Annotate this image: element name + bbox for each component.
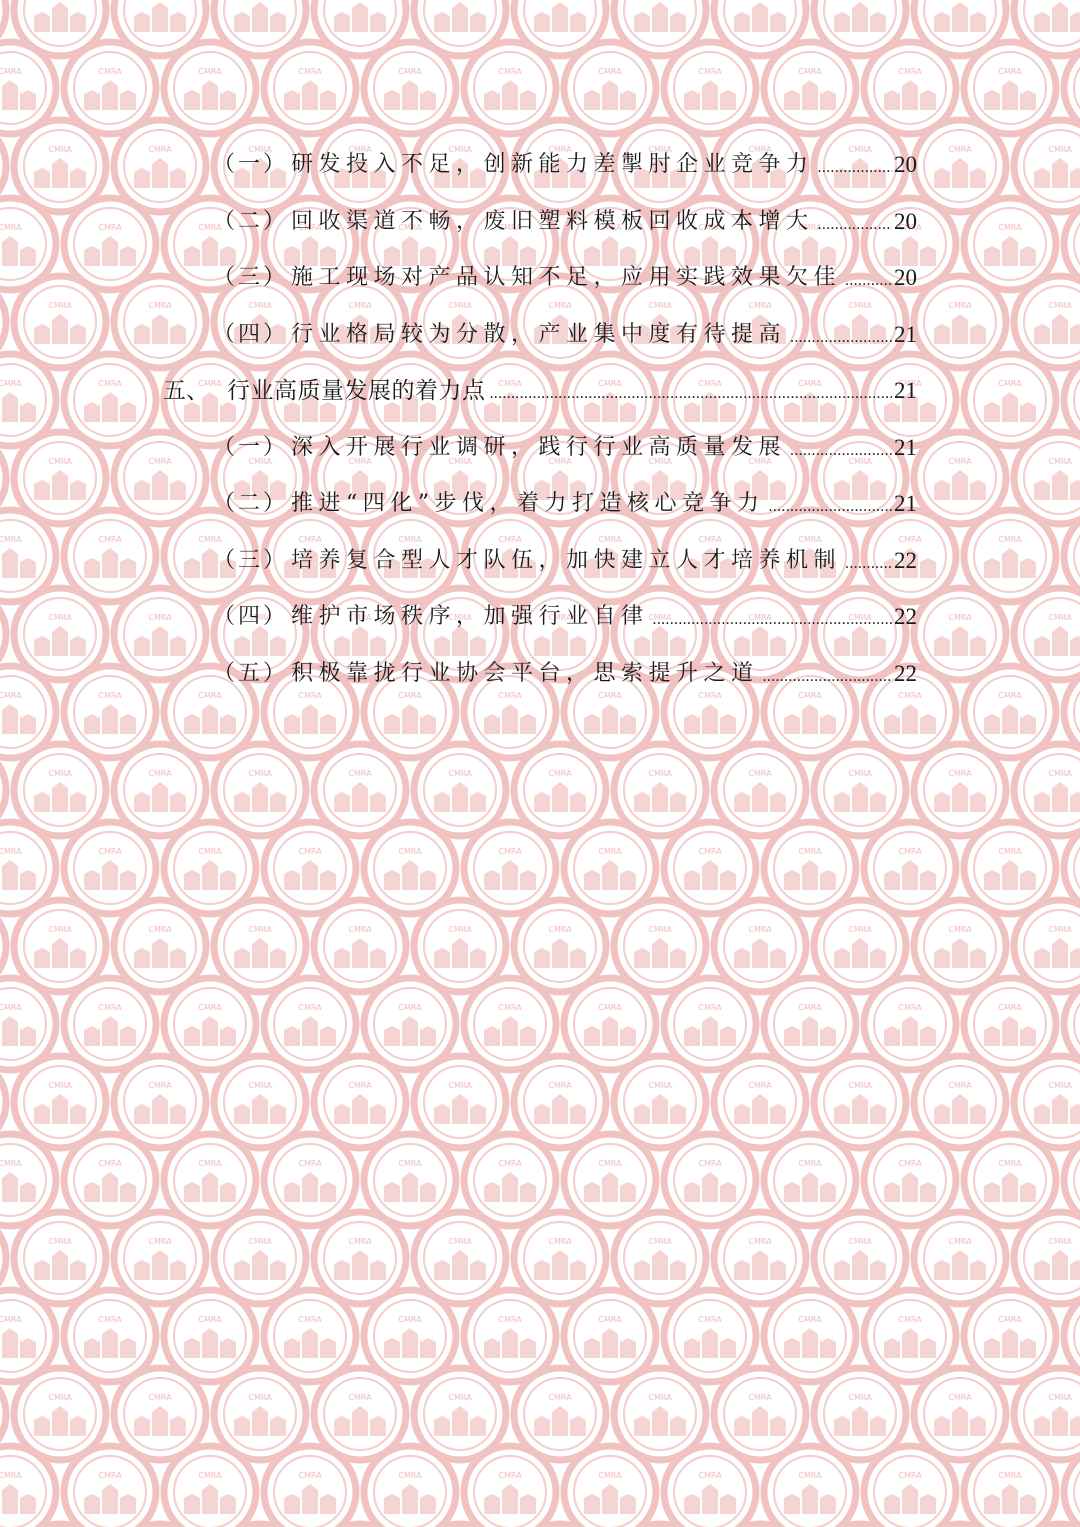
toc-leader-dots	[845, 269, 892, 293]
toc-entry[interactable]	[213, 592, 917, 632]
toc-leader-dots	[790, 439, 892, 463]
toc-entry-title: 研发投入不足，创新能力差掣肘企业竞争力	[291, 152, 814, 177]
toc-leader-dots	[790, 326, 892, 350]
toc-entry-title: 深入开展行业调研，践行行业高质量发展	[291, 435, 787, 460]
toc-entry-page: 22	[894, 548, 917, 573]
toc-entry-page: 20	[894, 152, 917, 177]
toc-entry-title: 行业高质量发展的着力点	[227, 378, 486, 404]
toc-entry-number: （四）	[213, 604, 289, 629]
watermark-seal	[164, 1446, 256, 1527]
toc-entry-number: （二）	[213, 209, 289, 234]
toc-entry-title: 施工现场对产品认知不足，应用实践效果欠佳	[291, 265, 842, 290]
toc-entry-number: （四）	[213, 322, 289, 347]
toc-entry-number: （三）	[213, 548, 289, 573]
toc-entry-title: 积极靠拢行业协会平台，思索提升之道	[291, 661, 759, 686]
toc-entry-page: 21	[894, 491, 917, 516]
toc-entry[interactable]	[213, 310, 917, 350]
toc-entry-page: 21	[894, 435, 917, 460]
toc-leader-dots	[818, 156, 892, 180]
toc-entry[interactable]	[213, 197, 917, 237]
toc-leader-dots	[769, 495, 893, 519]
toc-entry-title: 推进“四化”步伐，着力打造核心竞争力	[291, 491, 765, 516]
watermark-seal	[264, 1446, 356, 1527]
toc-entry-page: 20	[894, 265, 917, 290]
toc-entry-number: （一）	[213, 435, 289, 460]
toc-entry-title: 回收渠道不畅，废旧塑料模板回收成本增大	[291, 209, 814, 234]
toc-entry-number: （三）	[213, 265, 289, 290]
watermark-seal	[64, 1446, 156, 1527]
watermark-seal	[964, 1446, 1056, 1527]
toc-entry[interactable]	[213, 140, 917, 180]
toc-entry-page: 20	[894, 209, 917, 234]
toc-entry[interactable]	[213, 253, 917, 293]
toc-leader-dots	[818, 213, 892, 237]
watermark-seal	[764, 1446, 856, 1527]
toc-leader-dots	[653, 608, 892, 632]
toc-entry[interactable]	[213, 649, 917, 689]
watermark-seal	[864, 1446, 956, 1527]
toc-entry-title: 行业格局较为分散，产业集中度有待提高	[291, 322, 787, 347]
watermark-seal	[664, 1446, 756, 1527]
toc-entry-number: （五）	[213, 661, 289, 686]
toc-entry[interactable]	[213, 536, 917, 576]
toc-leader-dots	[763, 665, 892, 689]
toc-entry[interactable]	[213, 479, 917, 519]
toc-leader-dots	[845, 552, 892, 576]
toc-entry-page: 21	[894, 378, 917, 403]
toc-entry[interactable]	[213, 423, 917, 463]
watermark-seal	[564, 1446, 656, 1527]
toc-leader-dots	[490, 382, 893, 406]
toc-entry-number: （二）	[213, 491, 289, 516]
toc-entry-number: （一）	[213, 152, 289, 177]
toc-entry-page: 22	[894, 604, 917, 629]
toc-entry-number: 五、	[163, 378, 209, 404]
watermark-seal	[0, 0, 6, 56]
toc-entry-title: 培养复合型人才队伍，加快建立人才培养机制	[291, 548, 842, 573]
toc-entry-title: 维护市场秩序，加强行业自律	[291, 604, 649, 629]
toc-entry-page: 22	[894, 661, 917, 686]
toc-entry-page: 21	[894, 322, 917, 347]
toc-chapter-entry[interactable]	[163, 366, 917, 406]
watermark-seal	[464, 1446, 556, 1527]
watermark-seal	[364, 1446, 456, 1527]
